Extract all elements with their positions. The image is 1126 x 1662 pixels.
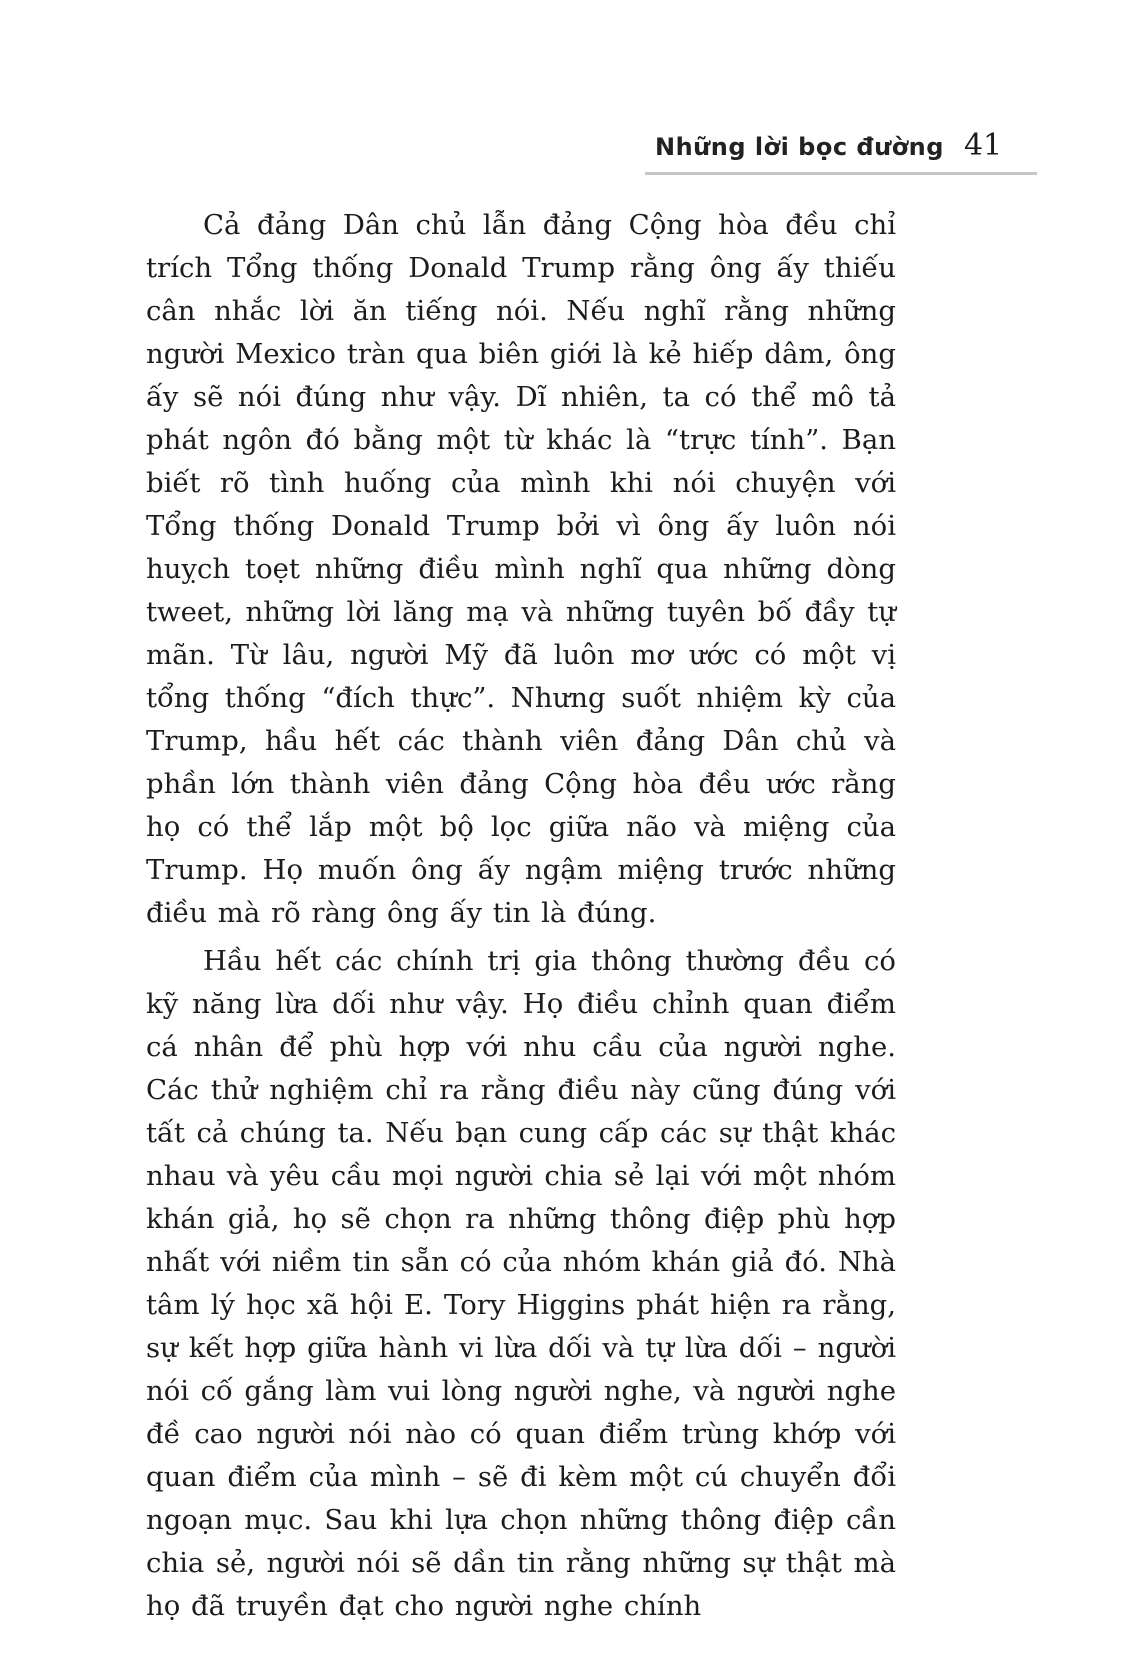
header-row [645,128,1037,163]
page-header [645,128,1037,175]
page-body [146,204,896,1628]
paragraph-2: Hầu hết các chính trị gia thông thường đều có kỹ năng lừa dối như vậy. Họ điều chỉnh quan điểm cá nhân để phù hợp với nhu cầu của người nghe. Các thử nghiệm chỉ ra rằng điều này cũng đúng với tất cả chúng ta. Nếu bạn cung cấp các sự thật khác nhau và yêu cầu mọi người chia sẻ lại với một nhóm khán giả, họ sẽ chọn ra những thông điệp phù hợp nhất với niềm tin sẵn có của nhóm khán giả đó. Nhà tâm lý học xã hội E. Tory Higgins phát hiện ra rằng, sự kết hợp giữa hành vi lừa dối và tự lừa dối – người nói cố gắng làm vui lòng người nghe, và người nghe đề cao người nói nào có quan điểm trùng khớp với quan điểm của mình – sẽ đi kèm một cú chuyển đổi ngoạn mục. Sau khi lựa chọn những thông điệp cần chia sẻ, người nói sẽ dần tin rằng những sự thật mà họ đã truyền đạt cho người nghe chính [146,945,896,1622]
header-rule [645,172,1037,175]
paragraph-1: Cả đảng Dân chủ lẫn đảng Cộng hòa đều chỉ trích Tổng thống Donald Trump rằng ông ấy thiếu cân nhắc lời ăn tiếng nói. Nếu nghĩ rằng những người Mexico tràn qua biên giới là kẻ hiếp dâm, ông ấy sẽ nói đúng như vậy. Dĩ nhiên, ta có thể mô tả phát ngôn đó bằng một từ khác là “trực tính”. Bạn biết rõ tình huống của mình khi nói chuyện với Tổng thống Donald Trump bởi vì ông ấy luôn nói huỵch toẹt những điều mình nghĩ qua những dòng tweet, những lời lăng mạ và những tuyên bố đầy tự mãn. Từ lâu, người Mỹ đã luôn mơ ước có một vị tổng thống “đích thực”. Nhưng suốt nhiệm kỳ của Trump, hầu hết các thành viên đảng Dân chủ và phần lớn thành viên đảng Cộng hòa đều ước rằng họ có thể lắp một bộ lọc giữa não và miệng của Trump. Họ muốn ông ấy ngậm miệng trước những điều mà rõ ràng ông ấy tin là đúng. [146,209,896,929]
running-title: Những lời bọc đường [655,133,944,161]
page-number: 41 [963,128,1003,163]
